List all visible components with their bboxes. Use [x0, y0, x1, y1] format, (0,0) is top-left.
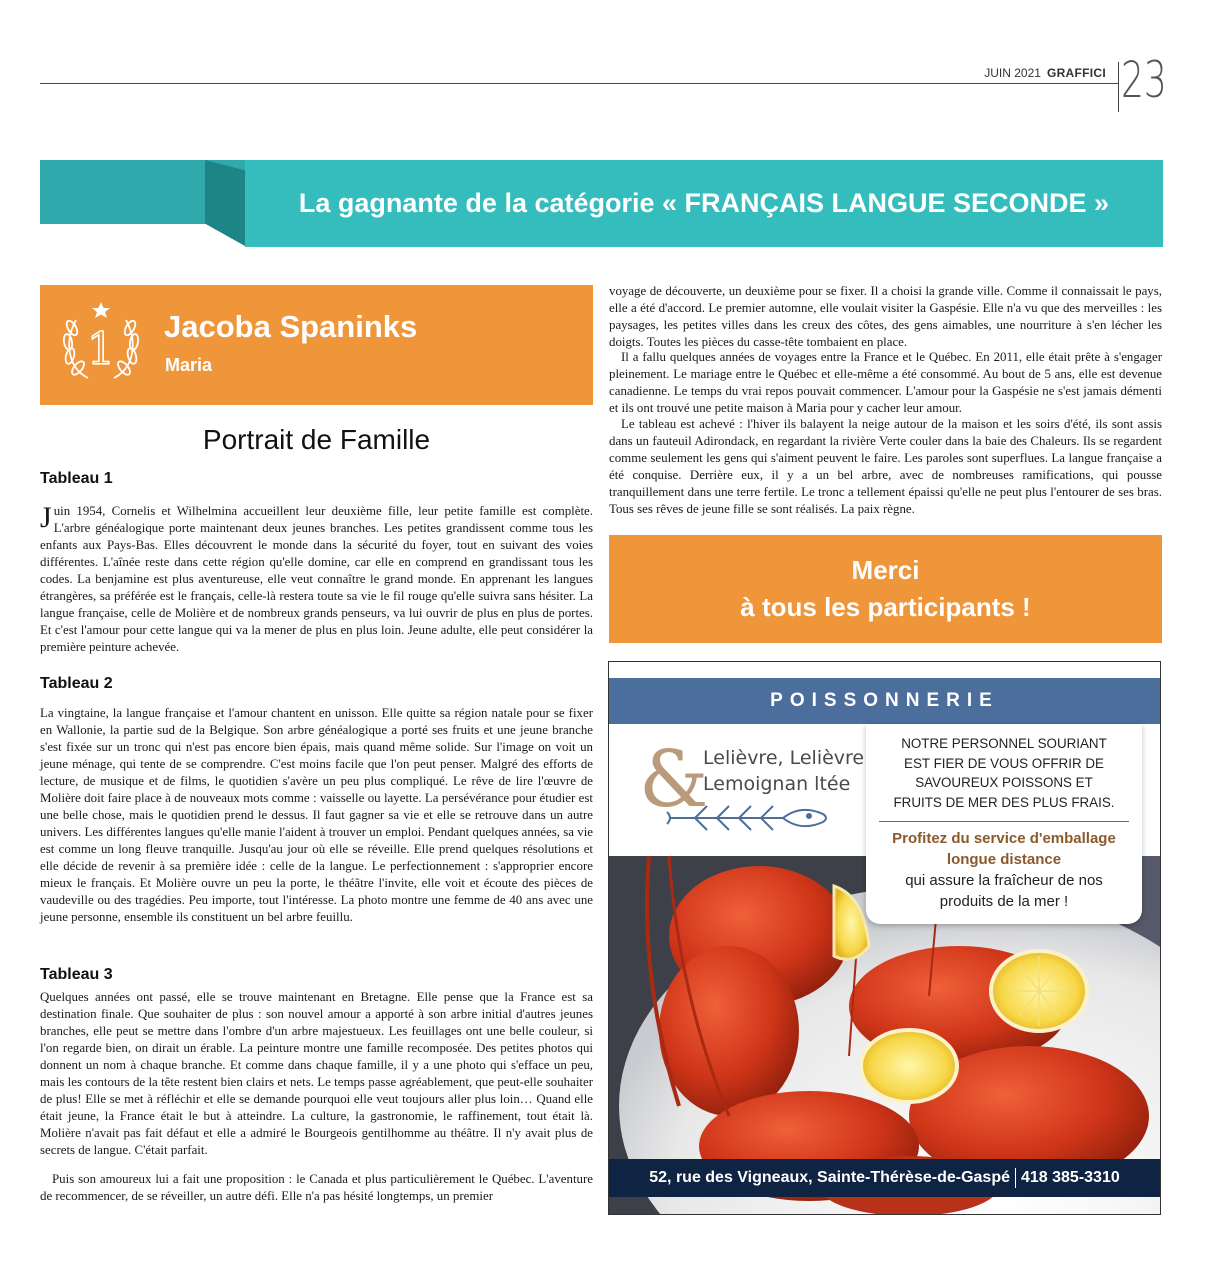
card-sub-1: qui assure la fraîcheur de nos: [905, 872, 1103, 889]
article-title: Portrait de Famille: [202, 424, 431, 455]
ad-phone: 418 385-3310: [1020, 1169, 1120, 1186]
fish-market-ad: [608, 661, 1161, 1215]
section-1-text: Juin 1954, Cornelis et Wilhelmina accueillent leur deuxième fille, leur petite famille est complète. L'arbre généalogique porte maintenant deux jeunes branches. Les petites grandissent comme tous les enfants aux Pays-Bas. Elles découvrent le monde dans la sécurité du foyer, tout en suivant des voies différentes. L'aînée reste dans cette région qu'elle domine, car elle en comprend en grandissant tous les codes. La benjamine est plus aventureuse, elle veut connaître le grand monde. En apprenant les langues étrangères, sa préférée est le français, celle-là restera toute sa vie le fil rouge qu'elle suivra sans hésiter. La langue française, celle de Molière et de nombreux grands penseurs, va lui ouvrir de plus en plus de portes. Et c'est l'amour pour cette langue qui va la mener de plus en plus loin. Jeune adulte, elle peut considérer la première peinture achevée.: [40, 501, 593, 654]
winner-place: Maria: [165, 355, 213, 375]
section-heading-2: Tableau 2: [40, 675, 113, 692]
card-highlight-1: Profitez du service d'emballage: [892, 830, 1116, 847]
laurel-medal-icon: [58, 298, 144, 388]
header-rule: [40, 83, 1118, 84]
winner-name: Jacoba Spaninks: [164, 309, 418, 344]
card-highlight-2: longue distance: [946, 851, 1062, 868]
thanks-line-2: à tous les participants !: [740, 592, 1031, 622]
section-3-text: Quelques années ont passé, elle se trouve maintenant en Bretagne. Elle pense que la France est sa destination finale. Que souhaiter de plus : son nouvel amour a apporté à son arbre initial d'autres jeunes branches, elle peut se mettre dans l'ombre d'un arbre majestueux. Les feuillages ont une belle couleur, si l'on regarde bien, on dirait un érable. La peinture montre une famille recomposée. Des petites photos qui donnent un nom à chaque branche. Et comme dans chaque famille, il y a une photo qui s'efface un peu, mais les contours de la tête restent bien clairs et nets. Le temps passe agréablement, que peut-elle souhaiter de plus! Elle se met à réfléchir et elle se demande pourquoi elle veut toujours aller plus loin… Quand elle était jeune, la France était le but à atteindre. La culture, la gastronomie, le raffinement, tout était là. Molière n'avait pas fait défaut et elle a admiré le Bourgeois gentilhomme au théâtre. Il n'y avait plus de secrets de langue. C'était parfait.: [40, 990, 593, 1157]
category-banner-title: La gagnante de la catégorie « FRANÇAIS LANGUE SECONDE »: [298, 188, 1110, 218]
ad-category-band: POISSONNERIE: [609, 678, 1160, 724]
thanks-line-1: Merci: [851, 555, 920, 585]
svg-text:&: &: [639, 736, 709, 825]
header-divider: [1118, 62, 1119, 112]
banner-fold-shadow: [205, 160, 245, 246]
card-line-4: FRUITS DE MER DES PLUS FRAIS.: [893, 794, 1115, 810]
section-heading-3: Tableau 3: [40, 966, 113, 983]
card-line-3: SAVOUREUX POISSONS ET: [915, 775, 1093, 790]
ad-contact-bar: [609, 1159, 1160, 1197]
section-heading-1: Tableau 1: [40, 470, 113, 487]
card-sub-2: produits de la mer !: [939, 893, 1069, 910]
paragraph-5: Il a fallu quelques années de voyages entre la France et le Québec. En 2011, elle était prête à s'engager pleinement. Le mariage entre le Québec et elle-même a été consommé. Au bout de 5 ans, elle est devenue canadienne. Le temps du vrai repos pouvait commencer. L'amour pour la Gaspésie ne s'est jamais démenti et ils ont trouvé une petite maison à Maria pour y cacher leur amour.: [609, 350, 1162, 415]
issue-date: JUIN 2021: [984, 66, 1041, 80]
thanks-box: [609, 535, 1162, 643]
drop-cap: J: [40, 501, 52, 534]
info-card: [866, 724, 1142, 924]
ad-address: 52, rue des Vigneaux, Sainte-Thérèse-de-Gaspé: [649, 1169, 1010, 1186]
contact-divider: [1015, 1168, 1016, 1188]
page-number: 23: [1121, 51, 1167, 109]
winner-rank: 1: [87, 324, 115, 375]
section-2-text: La vingtaine, la langue française et l'amour chantent en unisson. Elle quitte sa région natale pour se fixer en Wallonie, la partie sud de la Belgique. Son arbre généalogique a porté ses fruits et une jeune branche s'est fixée sur un tronc qui n'est pas encore bien épais, mais quand même solide. Sur l'image on voit un jeune ménage, qui tente de se comprendre. C'est moins facile que l'on peut penser. Malgré des efforts de lecture, de musique et de films, le quotidien s'avère un peu plus compliqué. Le rêve de lire l'œuvre de Molière doit faire place à de nouveaux mots comme : vaisselle ou layette. La persévérance pour étudier est une belle chose, mais le quotidien prend le dessus. Il faut gagner sa vie et elle se retrouve dans un autre univers. Les différentes langues qu'elle manie l'aident à trouver un emploi. Pendant quelques années, sa vie est comme un long fleuve tranquille. Jusqu'au jour où elle se réveille. Elle prend quelques résolutions et elle décide de revenir à sa première idée : celle de la langue. Le perfectionnement : s'approprier encore mieux le français. Et Molière ouvre un peu la porte, le théâtre l'invite, elle voit et écoute des pièces de vaudeville ou des tragédies. Peu importe, tout l'intéresse. La photo montre une femme de 40 ans avec une jeune personne, ensemble ils constituent un bel arbre feuillu.: [40, 706, 593, 924]
logo-line-2: Lemoignan ltée: [703, 773, 851, 795]
paragraph-4-part-b: voyage de découverte, un deuxième pour se fixer. Il a choisi la grande ville. Comme il connaissait le pays, elle a été d'accord. Le premier automne, elle voulait visiter la Gaspésie. Elle n'a vu que des merveilles : les paysages, les petites villes dans les creux des côtes, des gens aimables, une nourriture à s'en lécher les doigts. Toutes les pièces du casse-tête tombaient en place.: [609, 284, 1162, 349]
publication-name: GRAFFICI: [1046, 66, 1106, 80]
header-meta: [984, 66, 1106, 80]
paragraph-6: Le tableau est achevé : l'hiver ils balayent la neige autour de la maison et les soirs d'été, ils sont assis dans un fauteuil Adirondack, en regardant la rivière Verte couler dans la baie des Chaleurs. Ils se regardent comme seulement les gens qui s'aiment peuvent le faire. Les paroles sont superflues. La langue française a été conquise. Derrière eux, il y a un bel arbre, avec de nombreuses ramifications, qui pousse tranquillement dans une terre fertile. Le tronc a tellement épaissi qu'elle ne peut plus l'entourer de ses bras. Tous ses rêves de jeune fille se sont réalisés. La paix règne.: [609, 417, 1162, 516]
card-divider: [879, 821, 1129, 822]
card-line-2: EST FIER DE VOUS OFFRIR DE: [904, 755, 1104, 771]
company-logo: [633, 736, 865, 846]
paragraph-4-part-a: Puis son amoureux lui a fait une proposition : le Canada et plus particulièrement le Québec. L'aventure de recommencer, de se réveiller, un autre défi. Elle n'a pas hésité longtemps, un premier: [40, 1172, 593, 1203]
logo-line-1: Lelièvre, Lelièvre: [703, 747, 865, 769]
card-line-1: NOTRE PERSONNEL SOURIANT: [901, 736, 1107, 751]
